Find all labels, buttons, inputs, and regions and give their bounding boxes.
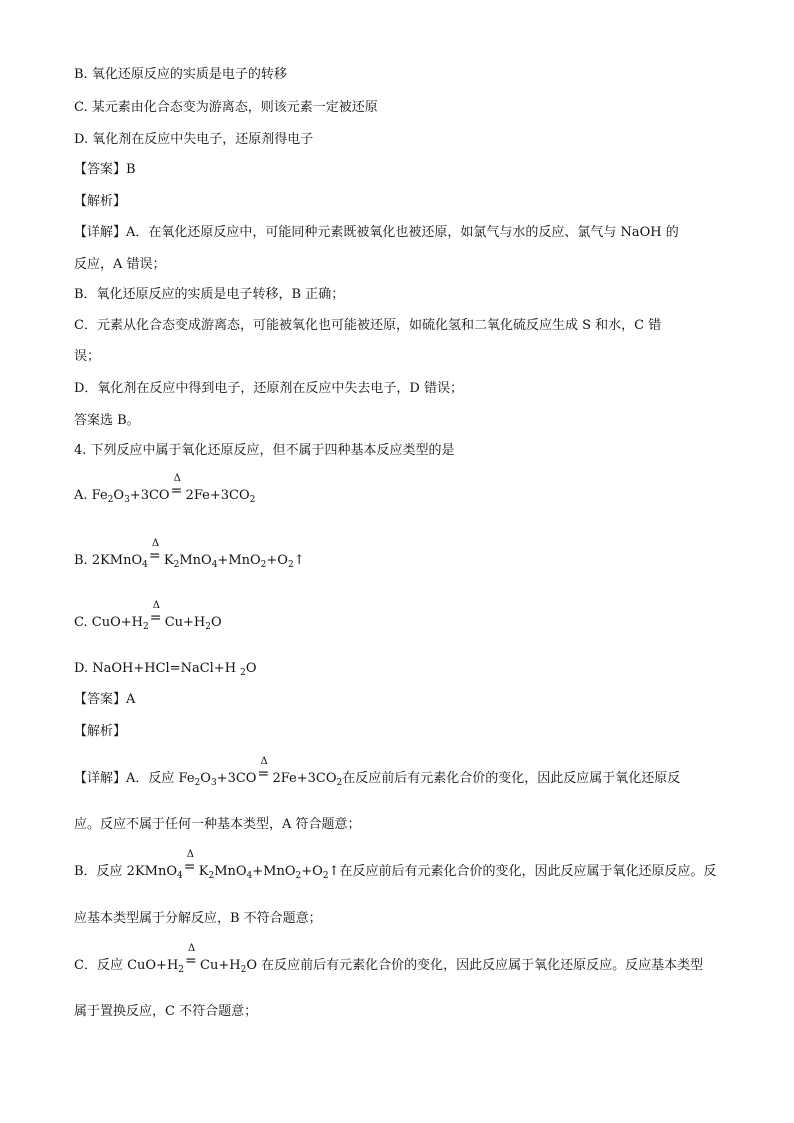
detail2-c: C．反应 $CuO+H_2$ Δ = $Cu+H_2O$ 在反应前后有元素化合价的变化，因此反应属于氧化还原反应。反应基本类型 — [74, 943, 704, 975]
detail-b: B．氧化还原反应的实质是电子转移，B 正确； — [74, 287, 345, 302]
option-a-equation: A. $Fe_2O_3+3CO$ Δ = $2Fe+3CO_2$ — [74, 473, 256, 505]
option-c-text: C. 某元素由化合态变为游离态，则该元素一定被还原 — [74, 100, 378, 115]
detail2-c-cont: 属于置换反应，C 不符合题意； — [74, 1004, 258, 1019]
heat-condition-icon: Δ = — [185, 943, 197, 969]
detail-c: C．元素从化合态变成游离态，可能被氧化也可能被还原，如硫化氢和二氧化硫反应生成 S 和水，C 错 — [74, 318, 662, 333]
answer-label-2: 【答案】A — [74, 692, 136, 707]
analysis-label: 【解析】 — [74, 194, 127, 209]
question-4: 4. 下列反应中属于氧化还原反应，但不属于四种基本反应类型的是 — [74, 443, 455, 458]
answer-label: 【答案】B — [74, 162, 136, 177]
option-d-text: D. 氧化剂在反应中失电子，还原剂得电子 — [74, 132, 314, 147]
detail-d: D．氧化剂在反应中得到电子，还原剂在反应中失去电子，D 错误； — [74, 381, 463, 396]
option-b-equation: B. 2KMnO$_4$ Δ = $K_2MnO_4+MnO_2+O_2↑$ — [74, 538, 305, 570]
detail-a: 【详解】A．在氧化还原反应中，可能同种元素既被氧化也被还原，如氯气与水的反应、氯气与 NaOH 的 — [74, 225, 679, 240]
heat-condition-icon: Δ = — [149, 600, 162, 626]
heat-condition-icon: Δ = — [257, 756, 270, 782]
detail-a-cont: 反应，A 错误； — [74, 257, 166, 272]
option-b-text: B. 氧化还原反应的实质是电子的转移 — [74, 67, 287, 82]
heat-condition-icon: Δ = — [170, 473, 183, 499]
detail2-b-cont: 应基本类型属于分解反应，B 不符合题意； — [74, 911, 322, 926]
option-c-equation: C. $CuO+H_2$ Δ = $Cu+H_2O$ — [74, 600, 222, 632]
answer-conclusion: 答案选 B。 — [74, 413, 140, 428]
detail2-a: 【详解】A．反应 $Fe_2O_3+3CO$ Δ = $2Fe+3CO_2$在反应前后有元素化合价的变化，因此反应属于氧化还原反 — [74, 756, 681, 788]
detail-c-cont: 误； — [74, 349, 101, 364]
option-d-equation: D. NaOH+HCl=NaCl+H $_2$O — [74, 661, 257, 678]
heat-condition-icon: Δ = — [148, 538, 161, 564]
detail2-b: B．反应 2KMnO$_4$ Δ = $K_2MnO_4+MnO_2+O_2↑$在反应前后有元素化合价的变化，因此反应属于氧化还原反应。反 — [74, 849, 717, 881]
analysis-label-2: 【解析】 — [74, 724, 127, 739]
heat-condition-icon: Δ = — [183, 849, 196, 875]
detail2-a-cont: 应。反应不属于任何一种基本类型，A 符合题意； — [74, 817, 361, 832]
